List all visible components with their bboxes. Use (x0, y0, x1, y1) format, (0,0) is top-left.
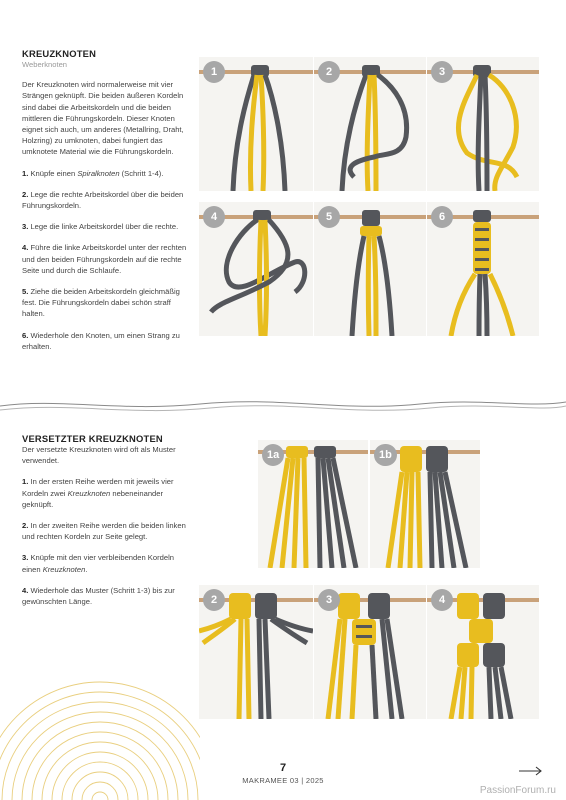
section-title: VERSETZTER KREUZKNOTEN (22, 433, 163, 444)
step-photo-1b (370, 440, 480, 568)
wave-divider (0, 392, 566, 422)
step-item (22, 189, 192, 211)
step-photo-4 (199, 202, 313, 336)
section-subtitle: Weberknoten (22, 60, 68, 69)
step-number: 2. (22, 189, 29, 199)
step-badge: 2 (203, 589, 225, 611)
step-badge: 1a (262, 444, 284, 466)
step-text: Wiederhole den Knoten, um einen Strang zu erhalten. (22, 330, 180, 351)
step-number: 1. (22, 477, 29, 487)
step-item (22, 552, 192, 574)
step-text: Wiederhole das Muster (Schritt 1-3) bis zur gewünschten Länge. (22, 585, 175, 607)
watermark: PassionForum.ru (479, 785, 556, 796)
step-text-end: (Schritt 1-4). (119, 168, 164, 178)
step-item (22, 330, 192, 352)
step-text: Lege die linke Arbeitskordel über die rechte. (28, 222, 179, 232)
step-photo-2 (199, 585, 313, 719)
step-badge: 3 (431, 61, 453, 83)
arrow-right-icon[interactable] (518, 766, 544, 776)
step-photo-3 (314, 585, 426, 719)
step-photo-1a (258, 440, 368, 568)
step-item (22, 221, 192, 232)
intro-paragraph: Der versetzte Kreuzknoten wird oft als Muster verwendet. (22, 445, 176, 466)
step-emphasis: Spiralknoten (77, 168, 120, 178)
section-versetzter-kreuzknoten (22, 433, 192, 617)
step-photo-5 (314, 202, 426, 336)
step-badge: 4 (431, 589, 453, 611)
step-number: 6. (22, 330, 29, 340)
section-kreuzknoten (22, 48, 192, 362)
step-photo-4 (427, 585, 539, 719)
step-number: 3. (22, 222, 29, 232)
step-badge: 2 (318, 61, 340, 83)
step-number: 4. (22, 243, 29, 253)
step-item (22, 242, 192, 276)
steps-list (22, 168, 192, 352)
magazine-issue: MAKRAMEE 03 | 2025 (242, 776, 324, 785)
step-emphasis: Kreuzknoten (42, 564, 86, 574)
section-title: KREUZKNOTEN (22, 48, 97, 59)
step-number: 1. (22, 168, 29, 178)
step-text: In der ersten Reihe werden mit jeweils vier Kordeln zwei (22, 477, 174, 498)
step-text-end: . (85, 564, 88, 574)
steps-list (22, 476, 192, 607)
step-badge: 4 (203, 206, 225, 228)
step-number: 3. (22, 553, 29, 563)
step-photo-1 (199, 57, 313, 191)
step-badge: 1b (374, 444, 397, 466)
step-item (22, 168, 192, 179)
step-photo-3 (427, 57, 539, 191)
intro-paragraph: Der Kreuzknoten wird normalerweise mit vier Strängen geknüpft. Die beiden äußeren Kordeln sind dabei die Arbeitskordeln und die beiden mittleren die Führungskordeln. Dieser Knoten eignet sich auch, um anderes (Metallring, Draht, Holzring) zu umknoten, dabei fungiert das umknotete Material wie die Führungskordeln. (22, 80, 184, 157)
step-text: Ziehe die beiden Arbeitskordeln gleichmäßig fest. Die Führungskordeln dabei schön straff halten. (22, 287, 180, 319)
step-number: 4. (22, 585, 29, 595)
step-text: Führe die linke Arbeitskordel unter der rechten und den beiden Führungskordeln auf die rechte Seite und durch die Schlaufe. (22, 243, 187, 275)
step-text: Knüpfe einen (28, 168, 78, 178)
step-number: 5. (22, 287, 29, 297)
step-emphasis: Kreuzknoten (67, 488, 111, 498)
step-text: Lege die rechte Arbeitskordel über die beiden Führungskordeln. (22, 189, 184, 211)
step-number: 2. (22, 521, 29, 531)
step-badge: 1 (203, 61, 225, 83)
step-item (22, 520, 192, 542)
step-text: Knüpfe mit den vier verbleibenden Kordeln einen (22, 553, 174, 574)
step-badge: 5 (318, 206, 340, 228)
step-item (22, 286, 192, 320)
page-number: 7 (279, 762, 287, 774)
step-photo-2 (314, 57, 426, 191)
step-item (22, 585, 192, 607)
step-text: In der zweiten Reihe werden die beiden linken und rechten Kordeln zur Seite gelegt. (22, 521, 186, 542)
step-text-end: nebeneinander geknüpft. (22, 488, 164, 509)
step-item (22, 476, 192, 510)
step-badge: 3 (318, 589, 340, 611)
step-photo-6 (427, 202, 539, 336)
step-badge: 6 (431, 206, 453, 228)
